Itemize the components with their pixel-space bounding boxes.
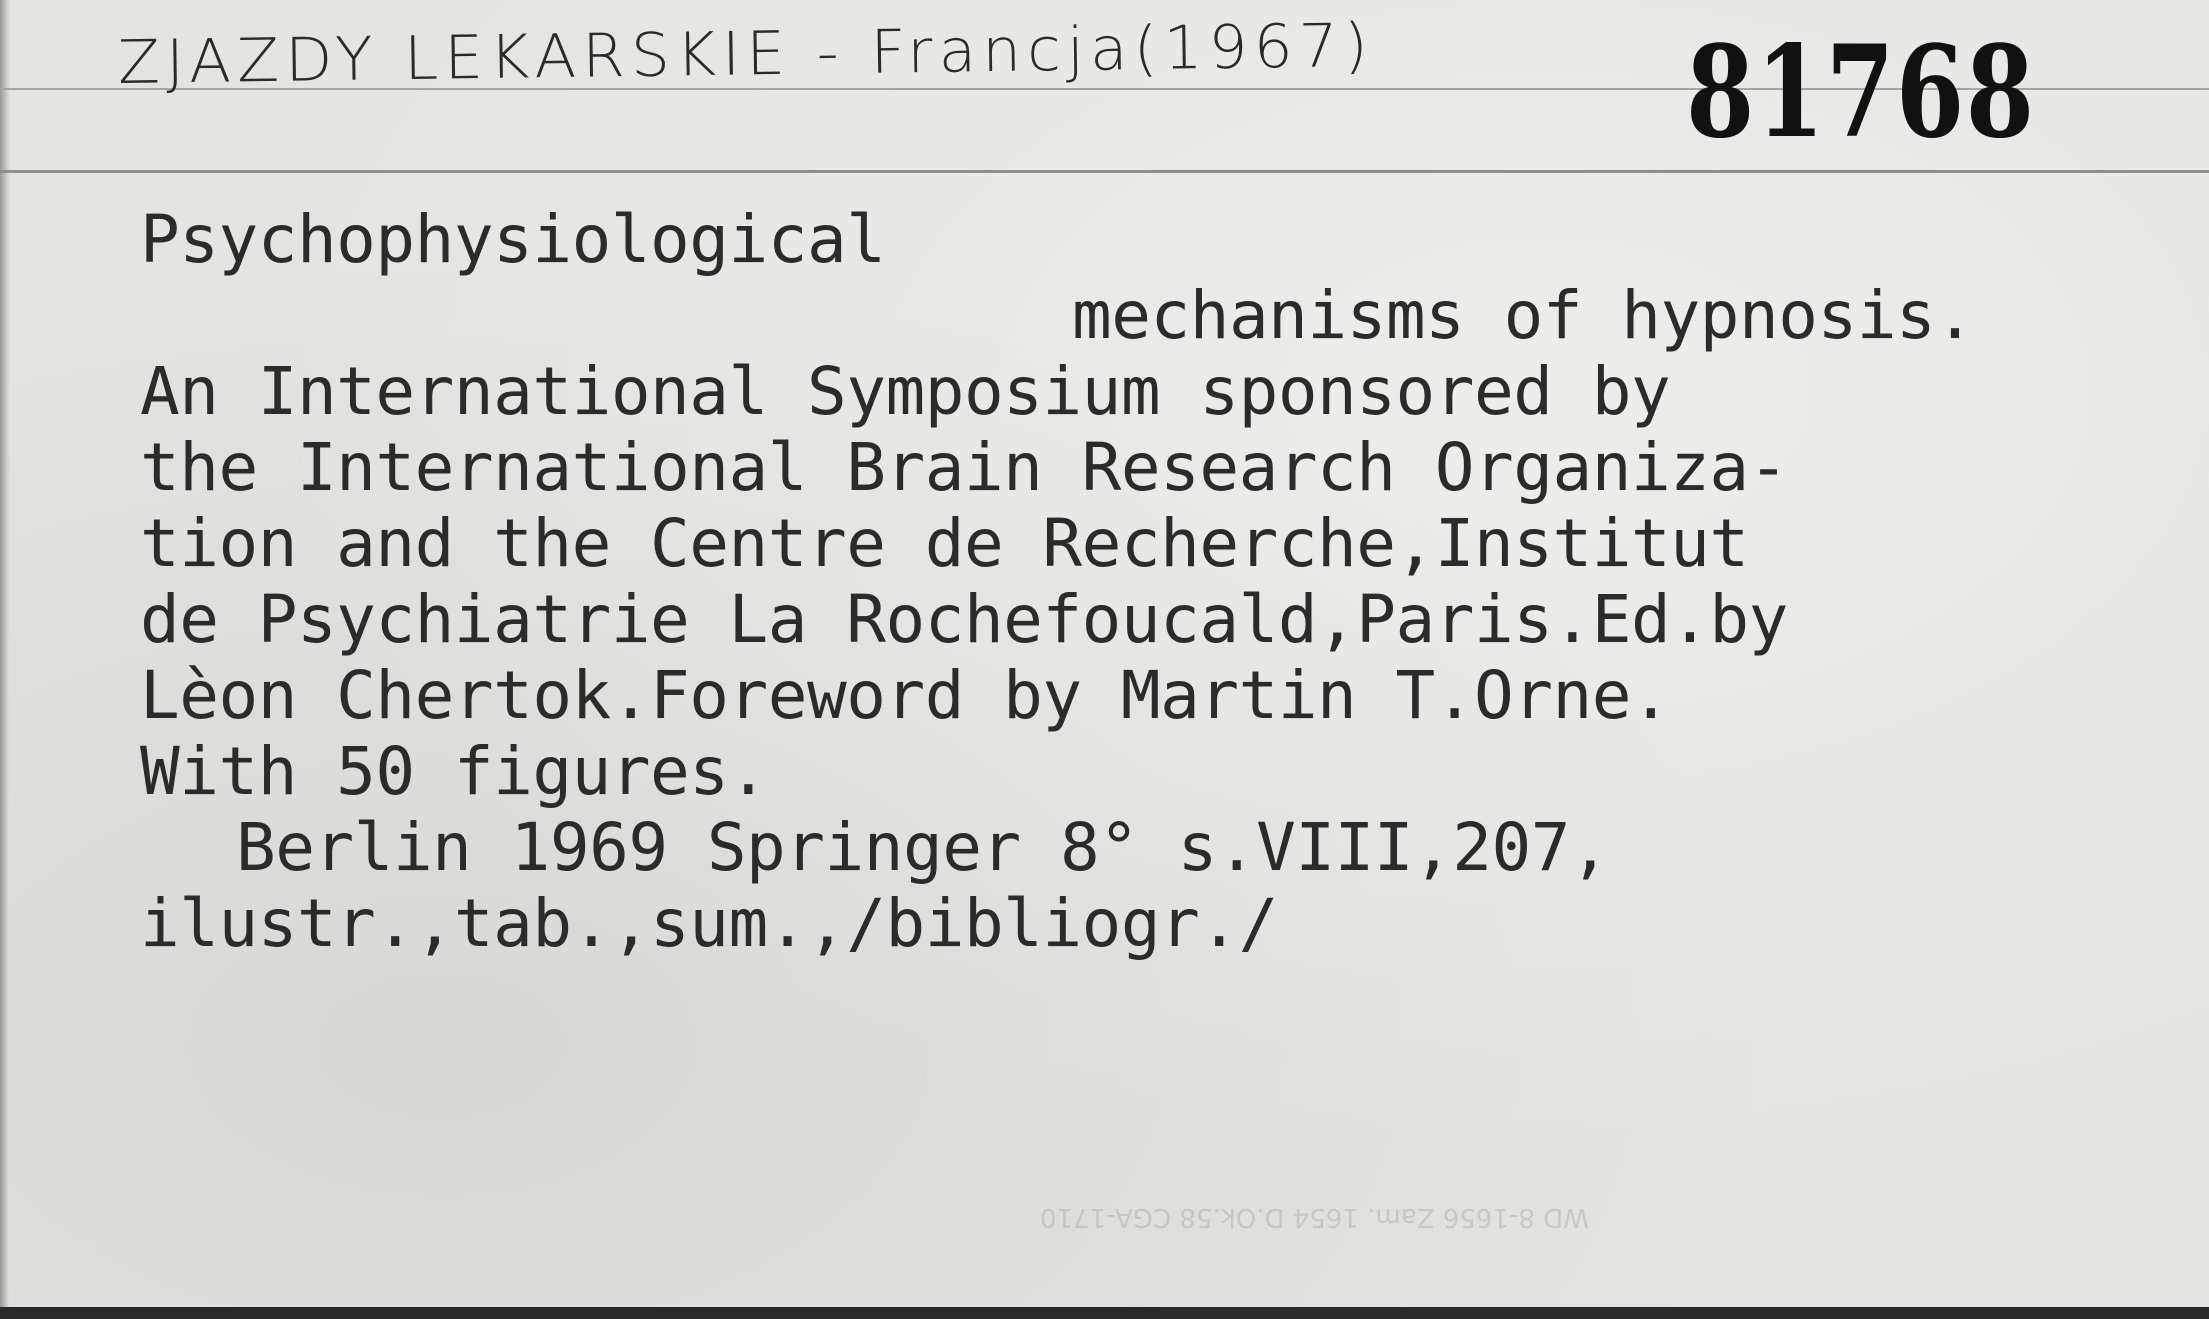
reverse-print-showthrough: WD 8-1656 Zam. 1654 D.Ok.58 CGA-1710 xyxy=(1040,1202,1589,1232)
subject-heading: ZJAZDY LEKARSKIE - Francja(1967) xyxy=(117,10,1375,98)
collation-line: ilustr.,tab.,sum.,/bibliogr./ xyxy=(140,885,1278,962)
title-line-1: Psychophysiological xyxy=(140,201,886,278)
description-line-3: tion and the Centre de Recherche,Institut xyxy=(140,505,1749,582)
accession-number: 81768 xyxy=(1686,18,2036,166)
scan-bottom-border xyxy=(0,1307,2209,1319)
heading-rule-line xyxy=(0,170,2209,173)
bibliographic-entry xyxy=(140,202,2200,962)
figures-line: With 50 figures. xyxy=(140,733,768,810)
description-line-4: de Psychiatrie La Rochefoucald,Paris.Ed.by xyxy=(140,581,1788,658)
editor-foreword-line: Lèon Chertok.Foreword by Martin T.Orne. xyxy=(140,657,1671,734)
title-line-2: mechanisms of hypnosis. xyxy=(1072,277,1975,354)
description-line-1: An International Symposium sponsored by xyxy=(140,353,1671,430)
description-line-2: the International Brain Research Organiza- xyxy=(140,429,1788,506)
card-left-edge xyxy=(0,0,10,1307)
publication-line: Berlin 1969 Springer 8° s.VIII,207, xyxy=(236,809,1610,886)
